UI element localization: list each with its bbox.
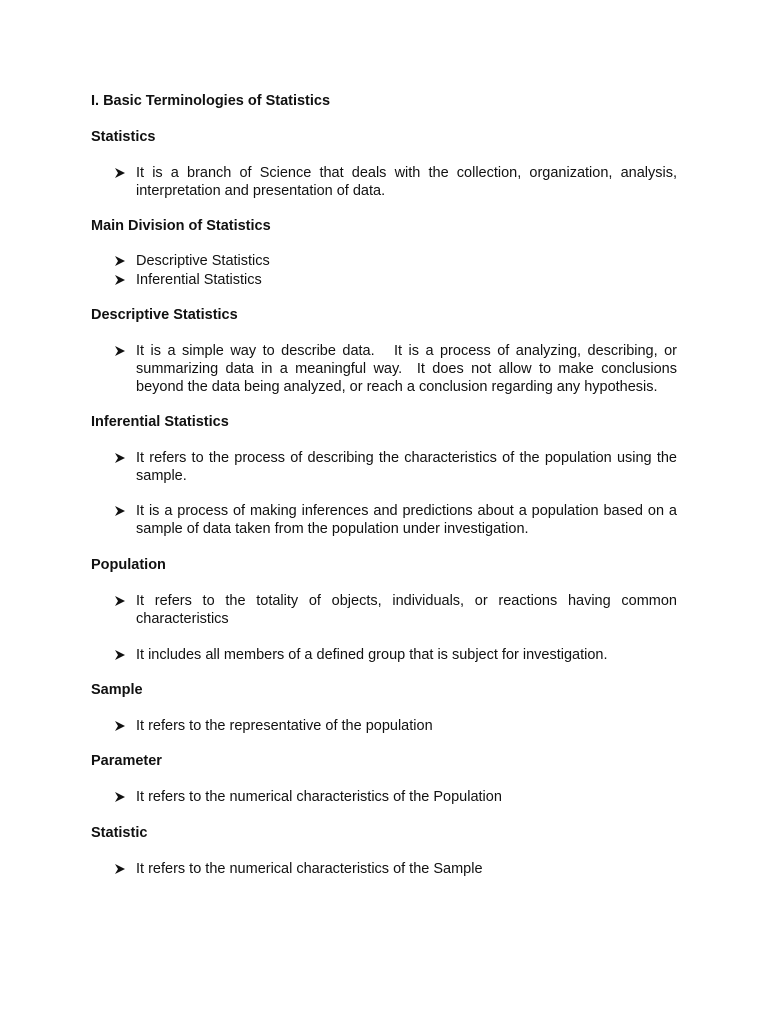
arrow-bullet-icon bbox=[114, 167, 126, 179]
list-item bbox=[114, 646, 677, 664]
bullet-text: It is a branch of Science that deals with the collection, organization, analysis, interpretation and presentation of data. bbox=[136, 165, 677, 199]
arrow-bullet-icon bbox=[114, 255, 126, 267]
arrow-bullet-icon bbox=[114, 274, 126, 286]
bullet-text: Inferential Statistics bbox=[136, 272, 262, 288]
arrow-bullet-icon bbox=[114, 791, 126, 803]
section-heading-descriptive-statistics: Descriptive Statistics bbox=[91, 307, 238, 323]
list-item bbox=[114, 342, 682, 396]
arrow-bullet-icon bbox=[114, 595, 126, 607]
list-item bbox=[114, 717, 677, 735]
list-item bbox=[114, 592, 677, 628]
bullet-text: It is a process of making inferences and predictions about a population based on a sample of data taken from the population under investigation. bbox=[136, 503, 677, 537]
arrow-bullet-icon bbox=[114, 452, 126, 464]
bullet-text: Descriptive Statistics bbox=[136, 253, 270, 269]
bullet-text: It refers to the totality of objects, individuals, or reactions having common characteristics bbox=[136, 593, 677, 627]
list-item bbox=[114, 860, 677, 878]
section-heading-inferential-statistics: Inferential Statistics bbox=[91, 414, 229, 430]
section-heading-statistic: Statistic bbox=[91, 825, 148, 841]
bullet-text: It refers to the numerical characteristics of the Sample bbox=[136, 861, 483, 877]
bullet-text: It is a simple way to describe data. It is a process of analyzing, describing, or summarizing data in a meaningful way. It does not allow to make conclusions beyond the data being analyzed, or reach a conclusion regarding any hypothesis. bbox=[136, 343, 682, 395]
bullet-text: It refers to the numerical characteristics of the Population bbox=[136, 789, 502, 805]
section-heading-main-division: Main Division of Statistics bbox=[91, 218, 271, 234]
document-title: I. Basic Terminologies of Statistics bbox=[91, 93, 331, 109]
arrow-bullet-icon bbox=[114, 720, 126, 732]
list-item bbox=[114, 788, 677, 806]
list-item bbox=[114, 449, 677, 485]
section-heading-population: Population bbox=[91, 557, 166, 573]
bullet-text: It refers to the representative of the population bbox=[136, 718, 433, 734]
list-item bbox=[114, 164, 677, 200]
arrow-bullet-icon bbox=[114, 345, 126, 357]
section-heading-statistics: Statistics bbox=[91, 129, 156, 145]
arrow-bullet-icon bbox=[114, 505, 126, 517]
list-item bbox=[114, 502, 677, 538]
section-heading-parameter: Parameter bbox=[91, 753, 162, 769]
arrow-bullet-icon bbox=[114, 649, 126, 661]
bullet-text: It refers to the process of describing the characteristics of the population using the sample. bbox=[136, 450, 677, 484]
section-heading-sample: Sample bbox=[91, 682, 143, 698]
list-item bbox=[114, 252, 677, 270]
arrow-bullet-icon bbox=[114, 863, 126, 875]
list-item bbox=[114, 271, 677, 289]
bullet-text: It includes all members of a defined group that is subject for investigation. bbox=[136, 647, 608, 663]
